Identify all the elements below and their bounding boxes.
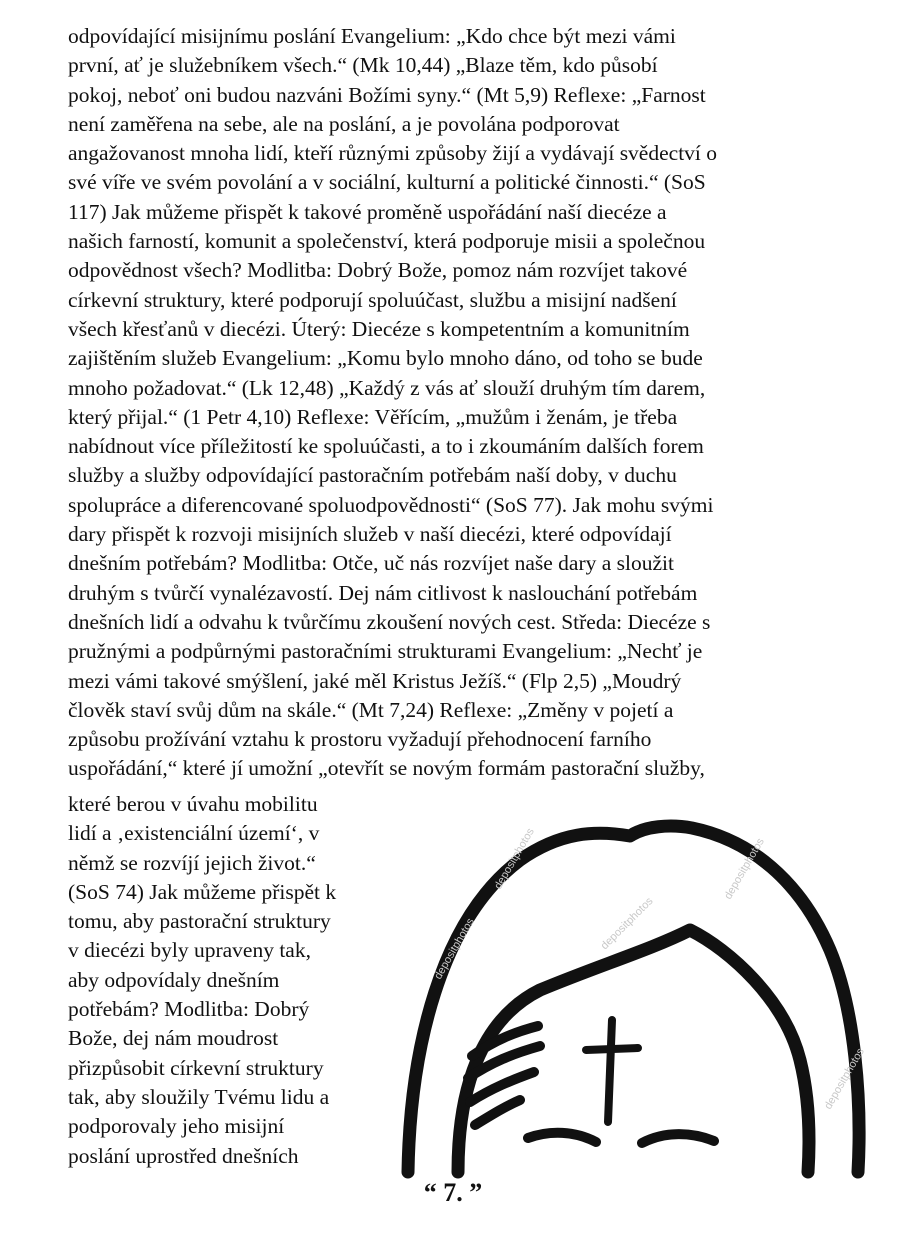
text-line: tak, aby sloužily Tvému lidu a: [68, 1084, 330, 1109]
text-line: pokoj, neboť oni budou nazváni Božími syny.“ (Mt 5,9) Reflexe: „Farnost: [68, 82, 706, 107]
ash-cross-face-illustration: [400, 800, 880, 1180]
text-line: mnoho požadovat.“ (Lk 12,48) „Každý z vás ať slouží druhým tím darem,: [68, 375, 706, 400]
text-line: které berou v úvahu mobilitu: [68, 792, 318, 816]
watermark-4: depositphotos: [432, 916, 477, 982]
text-line: způsobu prožívání vztahu k prostoru vyžadují přehodnocení farního: [68, 727, 652, 752]
cross-vertical: [608, 1020, 612, 1122]
text-line: lidí a ‚existenciální území‘, v: [68, 821, 320, 846]
watermark-5: depositphotos: [822, 1046, 867, 1112]
narrow-text-block: [68, 790, 398, 1171]
text-line: potřebám? Modlitba: Dobrý: [68, 997, 310, 1022]
text-line: v diecézi byly upraveny tak,: [68, 938, 311, 963]
text-line: odpovídající misijnímu poslání Evangelium: „Kdo chce být mezi vámi: [68, 24, 676, 48]
text-line: (SoS 74) Jak můžeme přispět k: [68, 879, 337, 904]
text-line: zajištěním služeb Evangelium: „Komu bylo mnoho dáno, od toho se bude: [68, 346, 703, 371]
text-line: nabídnout více příležitostí ke spoluúčasti, a to i zkoumáním dalších forem: [68, 434, 704, 459]
text-line: odpovědnost všech? Modlitba: Dobrý Bože, pomoz nám rozvíjet takové: [68, 258, 688, 283]
watermark-1: depositphotos: [492, 826, 537, 892]
text-line: který přijal.“ (1 Petr 4,10) Reflexe: Věřícím, „mužům i ženám, je třeba: [68, 404, 678, 429]
text-line: všech křesťanů v diecézi. Úterý: Diecéze s kompetentním a komunitním: [68, 316, 690, 341]
text-line: člověk staví svůj dům na skále.“ (Mt 7,24) Reflexe: „Změny v pojetí a: [68, 697, 674, 722]
text-line: mezi vámi takové smýšlení, jaké měl Kristus Ježíš.“ (Flp 2,5) „Moudrý: [68, 668, 682, 693]
hair-strand-4: [475, 1100, 520, 1125]
text-line: služby a služby odpovídající pastoračním potřebám naší doby, v duchu: [68, 463, 677, 488]
text-line: spolupráce a diferencované spoluodpovědnosti“ (SoS 77). Jak mohu svými: [68, 492, 714, 517]
watermark-3: depositphotos: [722, 836, 767, 902]
text-line: není zaměřena na sebe, ale na poslání, a je povolána podporovat: [68, 111, 620, 136]
text-line: podporovaly jeho misijní: [68, 1114, 285, 1139]
text-line: tomu, aby pastorační struktury: [68, 909, 331, 934]
text-line: dnešních lidí a odvahu k tvůrčímu zkoušení nových cest. Středa: Diecéze s: [68, 609, 711, 634]
main-text-block: [68, 22, 858, 784]
watermark-2: depositphotos: [598, 895, 656, 953]
text-line: své víře ve svém povolání a v sociální, kulturní a politické činnosti.“ (SoS: [68, 170, 706, 195]
cross-horizontal: [586, 1048, 638, 1050]
text-line: němž se rozvíjí jejich život.“: [68, 850, 316, 875]
text-line: pružnými a podpůrnými pastoračními strukturami Evangelium: „Nechť je: [68, 639, 703, 664]
text-line: církevní struktury, které podporují spoluúčast, službu a misijní nadšení: [68, 287, 677, 312]
right-eye: [642, 1134, 714, 1143]
text-line: první, ať je služebníkem všech.“ (Mk 10,44) „Blaze těm, kdo působí: [68, 53, 658, 78]
text-line: dary přispět k rozvoji misijních služeb v naší diecézi, které odpovídají: [68, 522, 672, 547]
text-line: poslání uprostřed dnešních: [68, 1143, 299, 1168]
left-eye: [528, 1133, 596, 1142]
text-line: dnešním potřebám? Modlitba: Otče, uč nás rozvíjet naše dary a sloužit: [68, 551, 674, 576]
text-line: našich farností, komunit a společenství, která podporuje misii a společnou: [68, 229, 706, 254]
text-line: 117) Jak můžeme přispět k takové proměně uspořádání naší diecéze a: [68, 199, 667, 224]
page-number: “ 7. ”: [423, 1178, 483, 1207]
text-line: uspořádání,“ které jí umožní „otevřít se novým formám pastorační služby,: [68, 756, 705, 781]
text-line: druhým s tvůrčí vynalézavostí. Dej nám citlivost k naslouchání potřebám: [68, 580, 698, 605]
text-line: aby odpovídaly dnešním: [68, 967, 280, 992]
text-line: Bože, dej nám moudrost: [68, 1026, 279, 1051]
text-line: přizpůsobit církevní struktury: [68, 1055, 324, 1080]
text-line: angažovanost mnoha lidí, kteří různými způsoby žijí a vydávají svědectví o: [68, 141, 718, 166]
